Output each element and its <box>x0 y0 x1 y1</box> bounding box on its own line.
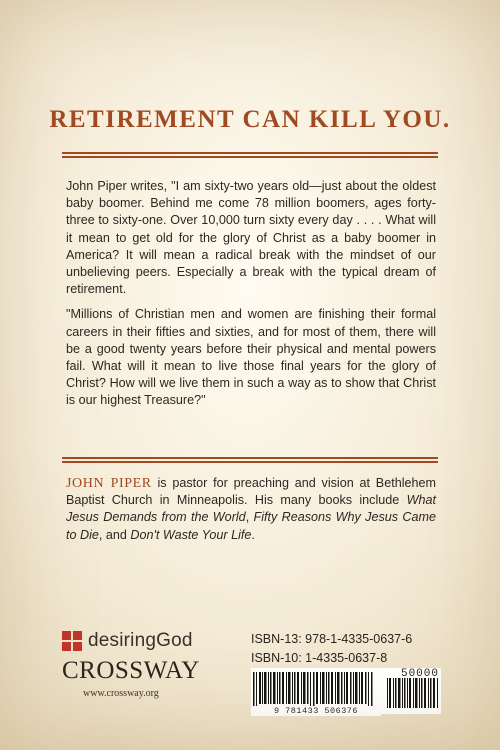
author-name: JOHN PIPER <box>66 476 152 491</box>
blurb-paragraph-2: "Millions of Christian men and women are finishing their formal careers in their fifties and sixties, and for most of them, there will be a good twenty years before their physical and mental powers fail. What will it mean to live those final years for the glory of Christ? How will we live them in such a way as to show that Christ is our highest Treasure?" <box>66 307 436 408</box>
isbn-block <box>251 630 412 668</box>
blurb-paragraph-1: John Piper writes, "I am sixty-two years old—just about the oldest baby boomer. Behind me come 78 million boomers, ages forty-three to sixty-one. Over 10,000 turn sixty every day . . . . What will it mean to get old for the glory of Christ as a baby boomer in America? It will mean a radical break with the mindset of our unbelieving peers. Especially a break with the typical dream of retirement. <box>66 179 436 297</box>
barcode <box>251 668 441 714</box>
price-code: 50000 <box>400 668 439 680</box>
author-bio-sep-1: , <box>245 510 254 525</box>
author-bio-intro: is pastor for preaching and vision at Bethlehem Baptist Church in Minneapolis. His many books include <box>66 476 436 508</box>
isbn-13: ISBN-13: 978-1-4335-0637-6 <box>251 632 413 646</box>
desiring-god-wordmark: desiringGod <box>88 630 193 651</box>
crossway-url: www.crossway.org <box>83 688 159 699</box>
book-title-2: Fifty Reasons Why Jesus Came to Die <box>66 510 436 542</box>
author-bio <box>66 475 436 544</box>
book-title-3: Don't Waste Your Life <box>130 527 252 542</box>
barcode-number: 9 781433 506376 <box>251 706 381 716</box>
blurb <box>66 178 436 418</box>
crossway-logo: CROSSWAY <box>62 657 200 684</box>
author-bio-end: . <box>251 527 255 542</box>
desiring-god-logo <box>62 630 193 652</box>
isbn-10: ISBN-10: 1-4335-0637-8 <box>251 651 388 665</box>
book-title-1: What Jesus Demands from the World <box>66 493 436 525</box>
double-rule-top <box>62 152 438 158</box>
double-rule-bottom <box>62 457 438 463</box>
desiring-god-mark-icon <box>62 631 82 651</box>
headline: RETIREMENT CAN KILL YOU. <box>49 106 451 133</box>
author-bio-sep-2: , and <box>98 527 131 542</box>
